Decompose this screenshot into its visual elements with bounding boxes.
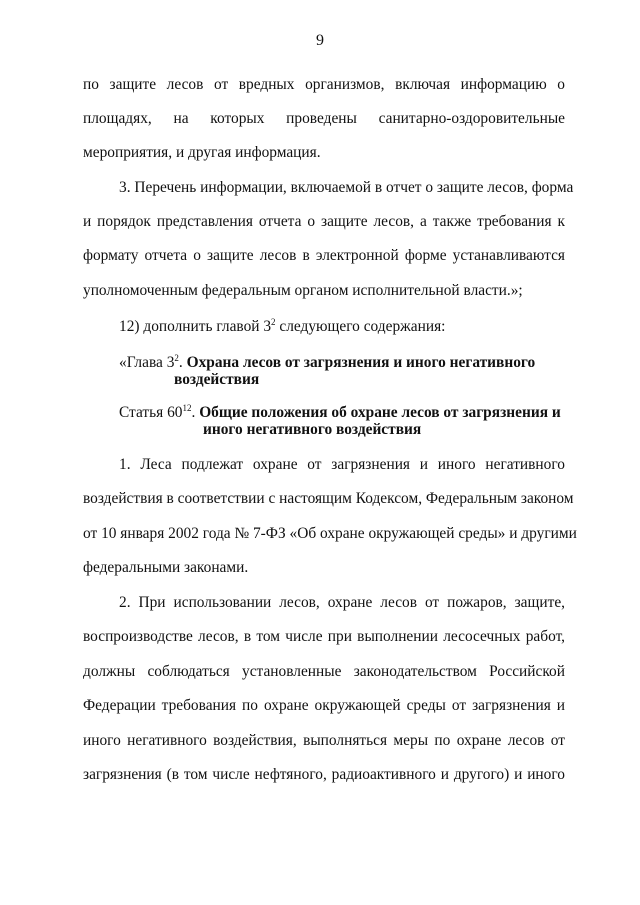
text-line: по защите лесов от вредных организмов, включая информацию о — [83, 76, 565, 93]
text-line: площадях, на которых проведены санитарно-оздоровительные — [83, 110, 565, 127]
page-number: 9 — [316, 32, 324, 49]
amendment-line: 12) дополнить главой $3^2$ следующего содержания: — [119, 317, 446, 335]
chapter-heading: «Глава $3^2$. Охрана лесов от загрязнения и иного негативного — [119, 353, 536, 371]
text-line: иного негативного воздействия, выполняться меры по охране лесов от — [83, 732, 565, 749]
text-line: загрязнения (в том числе нефтяного, радиоактивного и другого) и иного — [83, 766, 565, 783]
text-line: федеральными законами. — [83, 559, 249, 576]
text-line: 2. При использовании лесов, охране лесов от пожаров, защите, — [119, 594, 565, 611]
text-line: от 10 января 2002 года № 7-ФЗ «Об охране окружающей среды» и другими — [83, 525, 577, 542]
text-line: мероприятия, и другая информация. — [83, 144, 321, 161]
text-line: уполномоченным федеральным органом исполнительной власти.»; — [83, 282, 523, 299]
text-line: должны соблюдаться установленные законодательством Российской — [83, 663, 565, 680]
text-line: Федерации требования по охране окружающей среды от загрязнения и — [83, 697, 565, 714]
text-line: и порядок представления отчета о защите лесов, а также требования к — [83, 213, 565, 230]
article-title-continuation: иного негативного воздействия — [203, 421, 422, 438]
text-line: формату отчета о защите лесов в электронной форме устанавливаются — [83, 247, 565, 264]
chapter-title-continuation: воздействия — [174, 371, 260, 388]
chapter-title: Охрана лесов от загрязнения и иного негативного — [186, 354, 536, 371]
text-line: воспроизводстве лесов, в том числе при выполнении лесосечных работ, — [83, 628, 565, 645]
article-heading: Статья $60^{12}$. Общие положения об охране лесов от загрязнения и — [119, 403, 561, 421]
text-line: 3. Перечень информации, включаемой в отчет о защите лесов, форма — [119, 179, 574, 196]
article-title: Общие положения об охране лесов от загрязнения и — [199, 404, 561, 421]
text-line: 1. Леса подлежат охране от загрязнения и иного негативного — [119, 456, 565, 473]
text-line: воздействия в соответствии с настоящим Кодексом, Федеральным законом — [83, 490, 574, 507]
